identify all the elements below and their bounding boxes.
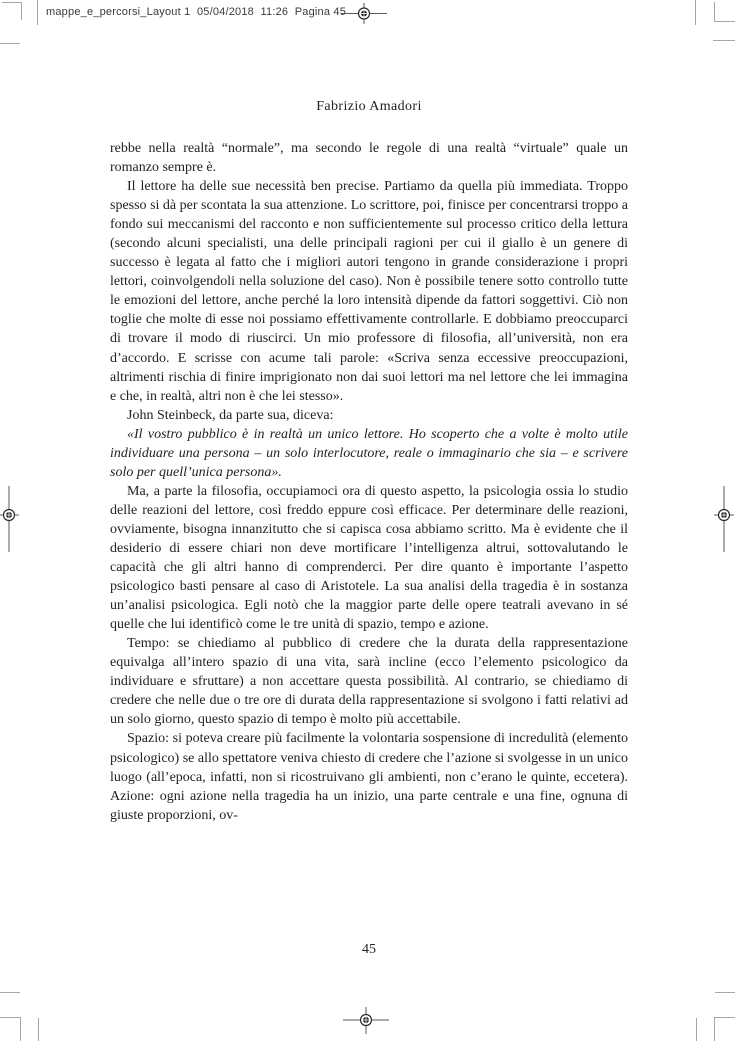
paragraph: Il lettore ha delle sue necessità ben precise. Partiamo da quella più immediata. Troppo spesso si dà per scontata la sua attenzione. Lo scrittore, poi, finisce per concentrarsi troppo a fondo sui meccanismi del racconto e non sufficientemente sul processo critico della lettura (secondo alcuni specialisti, una delle principali ragioni per cui il giallo è un genere di successo è legata al fatto che i migliori autori tengono in grande considerazione i propri lettori, coinvolgendoli nella soluzione del caso). Non è possibile tenere sotto controllo tutte le emozioni del lettore, anche perché la loro intensità dipende da fattori soggettivi. Ciò non toglie che molte di esse noi possiamo effettivamente controllarle. E dobbiamo preoccuparci di trovare il modo di riuscirci. Un mio professore di filosofia, all’università, non era d’accordo. E scrisse con acume tali parole: «Scriva senza eccessive preoccupazioni, altrimenti rischia di finire imprigionato non dai suoi lettori ma nel lettore che lei immagina e che, in realtà, altri non è che lei stesso». xyxy=(110,179,628,404)
crop-mark-top-right-h2 xyxy=(713,40,735,41)
crop-mark-bottom-right-v xyxy=(714,1017,715,1041)
crop-mark-bottom-left-v xyxy=(20,1017,21,1041)
crop-mark-top-right-tick xyxy=(695,0,696,25)
crop-mark-top-right-v xyxy=(714,2,715,22)
registration-mark-icon xyxy=(343,1006,389,1036)
crop-mark-top-right-h xyxy=(714,21,735,22)
paragraph: John Steinbeck, da parte sua, diceva: xyxy=(127,407,334,423)
crop-mark-bottom-left-tick xyxy=(38,1018,39,1041)
page-number: 45 xyxy=(362,942,376,957)
crop-mark-top-left-tick xyxy=(37,0,38,25)
paragraph: Spazio: si poteva creare più facilmente la volontaria sospensione di incredulità (elemento psicologico) se allo spettatore veniva chiesto di credere che l’azione si svolgesse in un unico luogo (all’epoca, infatti, non si ricostruivano gli ambienti, non c’erano le quinte, eccetera). Azione: ogni azione nella tragedia ha un inizio, una parte centrale e una fine, ognuna di giuste proporzioni, ov- xyxy=(110,731,628,823)
paragraph: Tempo: se chiediamo al pubblico di credere che la durata della rappresentazione equivalga all’intero spazio di una vita, sarà incline (ecco l’elemento psicologico da individuare e sfruttare) a non accettare questa possibilità. Al contrario, se chiediamo di credere che nelle due o tre ore di durata della rappresentazione si svolgono i fatti relativi ad un solo giorno, questo spazio di tempo è molto più accettabile. xyxy=(110,636,628,728)
running-header-author: Fabrizio Amadori xyxy=(316,99,422,114)
crop-mark-bottom-right-h2 xyxy=(715,992,735,993)
crop-mark-bottom-left-h xyxy=(0,1017,21,1018)
crop-mark-top-left-h2 xyxy=(0,43,20,44)
registration-mark-icon xyxy=(713,486,735,552)
registration-mark-icon xyxy=(0,486,22,552)
registration-mark-icon xyxy=(341,1,387,27)
crop-mark-bottom-right-tick xyxy=(696,1018,697,1041)
crop-mark-bottom-left-h2 xyxy=(0,992,20,993)
crop-mark-top-left-v xyxy=(21,2,22,20)
paragraph: Ma, a parte la filosofia, occupiamoci ora di questo aspetto, la psicologia ossia lo studio delle reazioni del lettore, così freddo eppure così efficace. Per determinare delle reazioni, ovviamente, bisogna innanzitutto che si capisca cosa abbiamo scritto. Ma è evidente che il desiderio di essere chiari non deve mortificare l’intelligenza altrui, sottovalutando le capacità che gli altri hanno di comprenderci. Per dire quanto è importante l’aspetto psicologico basti pensare al caso di Aristotele. La sua analisi della tragedia è in sostanza un’analisi psicologica. Egli notò che la maggior parte delle opere teatrali avevano in sé quelle che lui identificò come le tre unità di spazio, tempo e azione. xyxy=(110,483,628,633)
crop-mark-top-left-h xyxy=(2,2,22,3)
body-text-column xyxy=(110,139,628,825)
paragraph-quote: «Il vostro pubblico è in realtà un unico lettore. Ho scoperto che a volte è molto utile individuare una persona – un solo interlocutore, reale o immaginario che sia – e scrivere solo per quell’unica persona». xyxy=(110,426,628,480)
crop-mark-bottom-right-h xyxy=(714,1017,735,1018)
paragraph: rebbe nella realtà “normale”, ma secondo le regole di una realtà “virtuale” quale un romanzo sempre è. xyxy=(110,141,628,176)
slug-line: mappe_e_percorsi_Layout 1 05/04/2018 11:26 Pagina 45 xyxy=(46,6,347,18)
